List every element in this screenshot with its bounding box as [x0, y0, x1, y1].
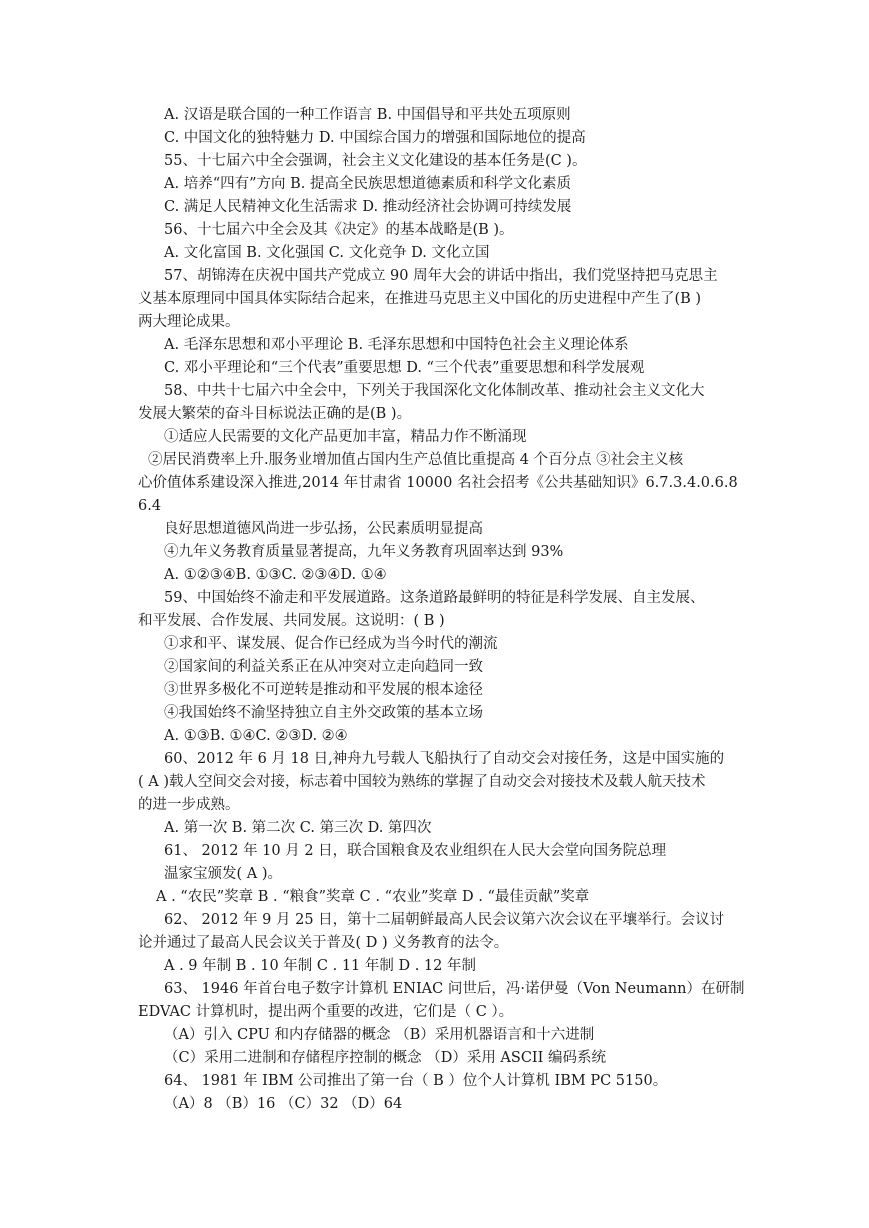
- text-line: A . “农民”奖章 B . “粮食”奖章 C . “农业”奖章 D . “最佳贡献”奖章: [156, 889, 590, 905]
- question-55: 55、十七届六中全会强调，社会主义文化建设的基本任务是(C )。: [164, 153, 587, 169]
- text-line: A. 汉语是联合国的一种工作语言 B. 中国倡导和平共处五项原则: [164, 107, 571, 123]
- text-line: 良好思想道德风尚进一步弘扬，公民素质明显提高: [164, 521, 483, 537]
- text-line: C. 中国文化的独特魅力 D. 中国综合国力的增强和国际地位的提高: [164, 130, 586, 146]
- text-line: ①求和平、谋发展、促合作已经成为当今时代的潮流: [164, 636, 498, 652]
- text-line: （C）采用二进制和存储程序控制的概念 （D）采用 ASCII 编码系统: [164, 1050, 606, 1066]
- question-61: 61、 2012 年 10 月 2 日，联合国粮食及农业组织在人民大会堂向国务院总理: [164, 843, 667, 859]
- text-line: 两大理论成果。: [138, 314, 240, 330]
- text-line: 心价值体系建设深入推进,2014 年甘肃省 10000 名社会招考《公共基础知识》6.7.3.4.0.6.8: [138, 475, 738, 491]
- text-line: 6.4: [138, 498, 162, 514]
- text-line: C. 邓小平理论和“三个代表”重要思想 D. “三个代表”重要思想和科学发展观: [164, 360, 645, 376]
- text-line: ④九年义务教育质量显著提高，九年义务教育巩固率达到 93%: [164, 544, 564, 560]
- question-64: 64、 1981 年 IBM 公司推出了第一台（ B ）位个人计算机 IBM PC 5150。: [164, 1073, 668, 1089]
- question-58: 58、中共十七届六中全会中，下列关于我国深化文化体制改革、推动社会主义文化大: [164, 383, 705, 399]
- text-line: 义基本原理同中国具体实际结合起来，在推进马克思主义中国化的历史进程中产生了(B ): [138, 291, 702, 307]
- text-line: ②居民消费率上升.服务业增加值占国内生产总值比重提高 4 个百分点 ③社会主义核: [148, 452, 684, 468]
- text-line: 和平发展、合作发展、共同发展。这说明：( B ): [138, 613, 445, 629]
- question-59: 59、中国始终不渝走和平发展道路。这条道路最鲜明的特征是科学发展、自主发展、: [164, 590, 705, 606]
- text-line: A. 文化富国 B. 文化强国 C. 文化竞争 D. 文化立国: [164, 245, 490, 261]
- text-line: A. 毛泽东思想和邓小平理论 B. 毛泽东思想和中国特色社会主义理论体系: [164, 337, 629, 353]
- text-line: ①适应人民需要的文化产品更加丰富，精品力作不断涌现: [164, 429, 527, 445]
- text-line: 论并通过了最高人民会议关于普及( D ) 义务教育的法令。: [138, 935, 509, 951]
- text-line: C. 满足人民精神文化生活需求 D. 推动经济社会协调可持续发展: [164, 199, 572, 215]
- text-line: ②国家间的利益关系正在从冲突对立走向趋同一致: [164, 659, 483, 675]
- text-line: （A）引入 CPU 和内存储器的概念 （B）采用机器语言和十六进制: [164, 1027, 595, 1043]
- text-line: A. ①③B. ①④C. ②③D. ②④: [164, 728, 348, 744]
- text-line: （A）8 （B）16 （C）32 （D）64: [164, 1096, 403, 1112]
- text-line: ④我国始终不渝坚持独立自主外交政策的基本立场: [164, 705, 483, 721]
- question-60: 60、2012 年 6 月 18 日,神舟九号载人飞船执行了自动交会对接任务，这是中国实施的: [164, 751, 725, 767]
- text-line: A. 第一次 B. 第二次 C. 第三次 D. 第四次: [164, 820, 432, 836]
- text-line: A . 9 年制 B . 10 年制 C . 11 年制 D . 12 年制: [164, 958, 476, 974]
- text-line: ③世界多极化不可逆转是推动和平发展的根本途径: [164, 682, 483, 698]
- question-62: 62、 2012 年 9 月 25 日，第十二届朝鲜最高人民会议第六次会议在平壤举行。会议讨: [164, 912, 725, 928]
- text-line: 发展大繁荣的奋斗目标说法正确的是(B )。: [138, 406, 412, 422]
- text-line: 的进一步成熟。: [138, 797, 240, 813]
- question-63: 63、 1946 年首台电子数字计算机 ENIAC 问世后，冯·诺伊曼（Von Neumann）在研制: [164, 981, 745, 997]
- text-line: A. 培养“四有”方向 B. 提高全民族思想道德素质和科学文化素质: [164, 176, 571, 192]
- text-line: ( A )载人空间交会对接，标志着中国较为熟练的掌握了自动交会对接技术及载人航天技术: [138, 774, 706, 790]
- question-57: 57、胡锦涛在庆祝中国共产党成立 90 周年大会的讲话中指出，我们党坚持把马克思主: [164, 268, 718, 284]
- question-56: 56、十七届六中全会及其《决定》的基本战略是(B )。: [164, 222, 514, 238]
- text-line: EDVAC 计算机时，提出两个重要的改进，它们是（ C ）。: [138, 1004, 514, 1020]
- text-line: A. ①②③④B. ①③C. ②③④D. ①④: [164, 567, 387, 583]
- text-line: 温家宝颁发( A )。: [164, 866, 283, 882]
